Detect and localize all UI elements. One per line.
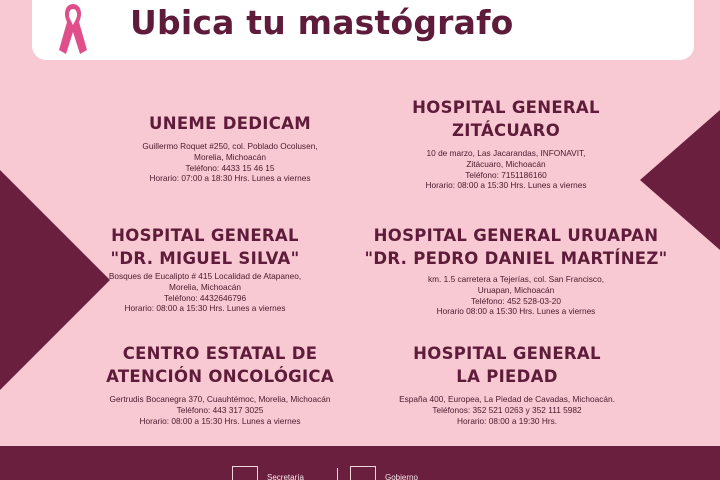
location-hours: Horario: 07:00 a 18:30 Hrs. Lunes a viernes (149, 173, 311, 184)
location-name: HOSPITAL GENERAL (413, 344, 601, 363)
location-name: HOSPITAL GENERAL (412, 98, 600, 117)
location-card (100, 112, 360, 184)
location-phone: Teléfonos: 352 521 0263 y 352 111 5982 (432, 404, 582, 415)
location-detail: Morelia, Michoacán (194, 151, 266, 162)
location-hours: Horario: 08:00 a 15:30 Hrs. Lunes a viernes (139, 415, 301, 426)
location-detail: Guillermo Roquet #250, col. Poblado Ocolusen, (142, 141, 318, 151)
logo-text: Secretaría (267, 473, 304, 480)
location-detail: 10 de marzo, Las Jacarandas, INFONAVIT, (426, 148, 586, 158)
secretaria-logo (232, 466, 304, 480)
location-detail: España 400, Europea, La Piedad de Cavadas, Michoacán. (399, 394, 615, 404)
shield-logo-icon (232, 466, 258, 480)
location-card (85, 342, 355, 426)
location-detail: km. 1.5 carretera a Tejerías, col. San Francisco, (428, 274, 604, 284)
location-name: LA PIEDAD (456, 367, 558, 386)
location-detail: Morelia, Michoacán (169, 281, 241, 292)
location-phone: Teléfono: 4432646796 (163, 292, 247, 303)
location-hours: Horario: 08:00 a 15:30 Hrs. Lunes a viernes (124, 303, 286, 314)
page-title: Ubica tu mastógrafo (130, 3, 514, 42)
location-card (376, 96, 636, 191)
location-name: ZITÁCUARO (451, 121, 561, 140)
location-card (353, 224, 679, 317)
location-detail: Gertrudis Bocanegra 370, Cuauhtémoc, Morelia, Michoacán (109, 394, 331, 404)
location-name: HOSPITAL GENERAL URUAPAN (373, 226, 659, 245)
location-name: HOSPITAL GENERAL (111, 226, 299, 245)
location-name: "DR. PEDRO DANIEL MARTÍNEZ" (364, 249, 668, 268)
pink-ribbon-icon (55, 0, 91, 58)
location-name: "DR. MIGUEL SILVA" (110, 249, 300, 268)
location-card (75, 224, 335, 314)
location-name: ATENCIÓN ONCOLÓGICA (106, 367, 334, 386)
location-detail: Uruapan, Michoacán (477, 284, 555, 295)
logo-text: Gobierno (385, 473, 418, 480)
location-phone: Teléfono: 443 317 3025 (176, 404, 264, 415)
location-phone: Teléfono: 4433 15 46 15 (185, 162, 275, 173)
shield-logo-icon (350, 466, 376, 480)
location-phone: Teléfono: 452 528-03-20 (471, 295, 561, 306)
location-hours: Horario: 08:00 a 19:30 Hrs. (456, 415, 558, 426)
location-detail: Bosques de Eucalipto # 415 Localidad de Atapaneo, (108, 271, 302, 281)
location-phone: Teléfono: 7151186160 (465, 169, 547, 180)
logo-divider (337, 468, 338, 480)
gobierno-logo (350, 466, 418, 480)
location-name: UNEME DEDICAM (149, 114, 311, 133)
location-card (377, 342, 637, 426)
location-hours: Horario: 08:00 a 15:30 Hrs. Lunes a viernes (425, 180, 587, 191)
location-name: CENTRO ESTATAL DE (122, 344, 318, 363)
location-hours: Horario 08:00 a 15:30 Hrs. Lunes a viernes (436, 306, 596, 317)
location-detail: Zitácuaro, Michoacán (466, 158, 546, 169)
